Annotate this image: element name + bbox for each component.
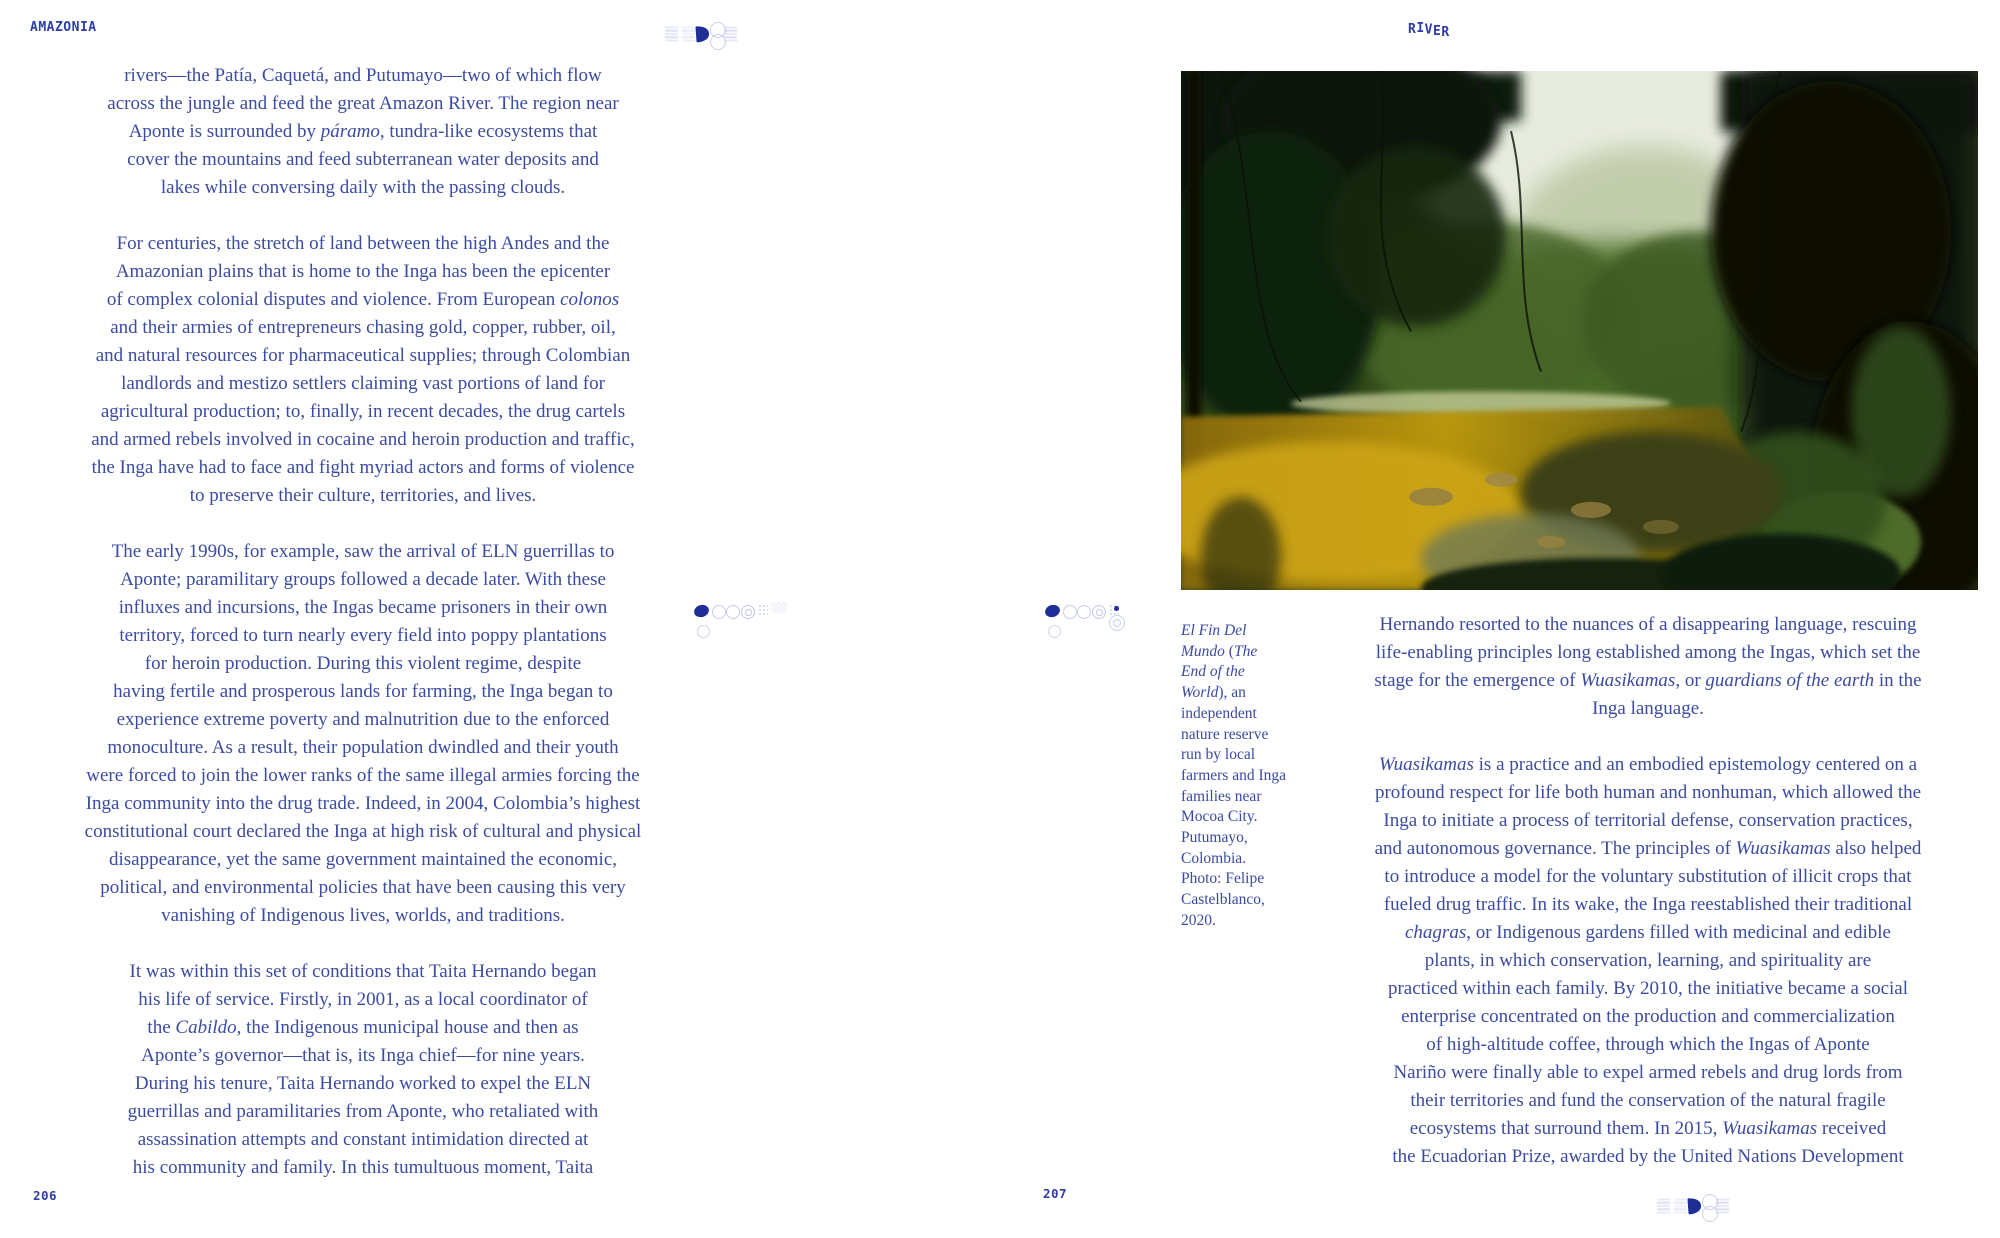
half-moon-icon <box>695 26 709 43</box>
text-line: cover the mountains and feed subterranean water deposits and <box>127 149 599 170</box>
text-line: to preserve their culture, territories, and lives. <box>189 485 537 506</box>
text-line: lakes while conversing daily with the passing clouds. <box>160 177 566 198</box>
ornament-stamp-cluster-top <box>662 19 750 53</box>
text-line: political, and environmental policies that have been causing this very <box>100 877 626 898</box>
text-line: Wuasikamas is a practice and an embodied epistemology centered on a <box>1378 754 1918 775</box>
stamp-icon <box>1716 1199 1729 1214</box>
text-line: the Cabildo, the Indigenous municipal house and then as <box>147 1017 579 1038</box>
text-line: the Inga have had to face and fight myriad actors and forms of violence <box>91 457 635 478</box>
paragraph <box>1328 611 1968 723</box>
text-line: territory, forced to turn nearly every field into poppy plantations <box>119 625 607 646</box>
text-line: It was within this set of conditions that Taita Hernando began <box>129 961 597 982</box>
text-line: World), an <box>1181 684 1246 702</box>
ornament-moon-cluster-left <box>694 599 794 645</box>
text-line: influxes and incursions, the Ingas became prisoners in their own <box>118 597 608 618</box>
text-line: and armed rebels involved in cocaine and heroin production and traffic, <box>91 429 635 450</box>
text-line: Mocoa City. <box>1181 808 1258 826</box>
full-moon-icon <box>693 603 711 619</box>
text-line: and natural resources for pharmaceutical supplies; through Colombian <box>95 345 631 366</box>
half-moon-icon <box>1687 1198 1701 1215</box>
text-line: disappearance, yet the same government maintained the economic, <box>108 849 618 870</box>
stamp-icon <box>682 27 695 42</box>
text-line: Inga language. <box>1592 698 1704 719</box>
text-line: Aponte’s governor—that is, its Inga chief—for nine years. <box>141 1045 585 1066</box>
text-line: agricultural production; to, finally, in recent decades, the drug cartels <box>100 401 626 422</box>
stamp-icon <box>1674 1199 1687 1214</box>
text-line: El Fin Del <box>1181 622 1247 639</box>
text-line: Castelblanco, <box>1181 891 1265 909</box>
stamp-icon <box>724 27 737 42</box>
text-line: Amazonian plains that is home to the Inga has been the epicenter <box>115 261 611 282</box>
scribble-icon <box>771 602 787 613</box>
ornament-stamp-cluster-bottom <box>1654 1191 1742 1225</box>
photo-caption <box>1181 621 1303 932</box>
text-line: were forced to join the lower ranks of the same illegal armies forcing the <box>86 765 640 786</box>
text-line: their territories and fund the conservation of the natural fragile <box>1410 1090 1886 1111</box>
text-line: and their armies of entrepreneurs chasing gold, copper, rubber, oil, <box>110 317 616 338</box>
text-line: of high-altitude coffee, through which the Ingas of Aponte <box>1426 1034 1870 1055</box>
paragraph <box>45 62 681 202</box>
text-line: Aponte is surrounded by páramo, tundra-like ecosystems that <box>128 121 598 142</box>
text-line: practiced within each family. By 2010, the initiative became a social <box>1387 978 1909 999</box>
running-header-right: RIVER <box>1408 21 1450 40</box>
paragraph <box>45 230 681 510</box>
stamp-icon <box>1657 1199 1670 1214</box>
text-line: Aponte; paramilitary groups followed a decade later. With these <box>120 569 606 590</box>
running-header-left: AMAZONIA <box>30 20 97 35</box>
text-line: guerrillas and paramilitaries from Aponte, who retaliated with <box>127 1101 599 1122</box>
text-line: monoculture. As a result, their population dwindled and their youth <box>107 737 619 758</box>
text-line: chagras, or Indigenous gardens filled with medicinal and edible <box>1405 922 1891 943</box>
paragraph <box>1328 751 1968 1171</box>
text-line: Nariño were finally able to expel armed rebels and drug lords from <box>1393 1062 1903 1083</box>
text-line: having fertile and prosperous lands for farming, the Inga began to <box>113 681 613 702</box>
text-line: of complex colonial disputes and violence. From European colonos <box>106 289 620 310</box>
text-line: experience extreme poverty and malnutrition due to the enforced <box>116 709 610 730</box>
text-line: The early 1990s, for example, saw the arrival of ELN guerrillas to <box>111 541 615 562</box>
ring-icon <box>1077 605 1091 619</box>
text-line: and autonomous governance. The principles of Wuasikamas also helped <box>1374 838 1922 859</box>
ornament-moon-cluster-right <box>1045 599 1145 645</box>
text-line: across the jungle and feed the great Amazon River. The region near <box>107 93 619 114</box>
right-page-text <box>1328 611 1968 1171</box>
text-line: run by local <box>1181 746 1256 764</box>
ring-icon <box>726 605 740 619</box>
text-line: Colombia. <box>1181 849 1247 867</box>
text-line: Inga community into the drug trade. Indeed, in 2004, Colombia’s highest <box>85 793 641 814</box>
text-line: enterprise concentrated on the production and commercialization <box>1401 1006 1895 1027</box>
text-line: independent <box>1181 704 1257 722</box>
paragraph <box>45 958 681 1182</box>
text-line: farmers and Inga <box>1181 766 1287 784</box>
page-number-right: 207 <box>1043 1186 1068 1201</box>
ring-icon <box>1063 605 1077 619</box>
small-ring-icon <box>697 625 710 638</box>
text-line: life-enabling principles long established among the Ingas, which set the <box>1375 642 1921 663</box>
page-number-left: 206 <box>33 1188 58 1203</box>
left-page-text <box>45 62 681 1182</box>
ring-icon <box>712 605 726 619</box>
small-ring-icon <box>1048 625 1061 638</box>
text-line: Photo: Felipe <box>1181 870 1265 888</box>
text-line: Putumayo, <box>1181 829 1248 847</box>
text-line: plants, in which conservation, learning, and spirituality are <box>1424 950 1872 971</box>
text-line: fueled drug traffic. In its wake, the Inga reestablished their traditional <box>1383 894 1913 915</box>
text-line: his community and family. In this tumultuous moment, Taita <box>132 1157 594 1178</box>
text-line: rivers—the Patía, Caquetá, and Putumayo—two of which flow <box>124 65 602 86</box>
text-line: Mundo (The <box>1181 642 1258 660</box>
text-line: stage for the emergence of Wuasikamas, or guardians of the earth in the <box>1374 670 1922 691</box>
text-line: families near <box>1181 787 1262 805</box>
spiral-icon <box>1109 615 1125 631</box>
text-line: ecosystems that surround them. In 2015, Wuasikamas received <box>1409 1118 1887 1139</box>
ring-dot-icon <box>1092 605 1106 619</box>
text-line: the Ecuadorian Prize, awarded by the United Nations Development <box>1392 1146 1904 1167</box>
text-line: Inga to initiate a process of territorial defense, conservation practices, <box>1383 810 1913 831</box>
dot-icon <box>1114 606 1119 611</box>
text-line: profound respect for life both human and nonhuman, which allowed the <box>1374 782 1922 803</box>
micro-dots-icon <box>758 604 768 617</box>
text-line: During his tenure, Taita Hernando worked to expel the ELN <box>134 1073 592 1094</box>
text-line: his life of service. Firstly, in 2001, as a local coordinator of <box>138 989 588 1010</box>
stamp-icon <box>665 27 678 42</box>
full-moon-icon <box>1044 603 1062 619</box>
text-line: vanishing of Indigenous lives, worlds, and traditions. <box>161 905 565 926</box>
text-line: landlords and mestizo settlers claiming vast portions of land for <box>121 373 605 394</box>
text-line: Hernando resorted to the nuances of a disappearing language, rescuing <box>1379 614 1917 635</box>
text-line: constitutional court declared the Inga at high risk of cultural and physical <box>84 821 642 842</box>
ring-dot-icon <box>741 605 755 619</box>
text-line: 2020. <box>1181 911 1216 929</box>
text-line: for heroin production. During this violent regime, despite <box>144 653 582 674</box>
text-line: End of the <box>1181 663 1245 681</box>
paragraph <box>45 538 681 930</box>
river-photo <box>1181 71 1978 590</box>
text-line: nature reserve <box>1181 725 1269 743</box>
text-line: assassination attempts and constant intimidation directed at <box>137 1129 589 1150</box>
text-line: For centuries, the stretch of land between the high Andes and the <box>116 233 610 254</box>
text-line: to introduce a model for the voluntary substitution of illicit crops that <box>1384 866 1912 887</box>
river-photo-art <box>1181 71 1978 590</box>
